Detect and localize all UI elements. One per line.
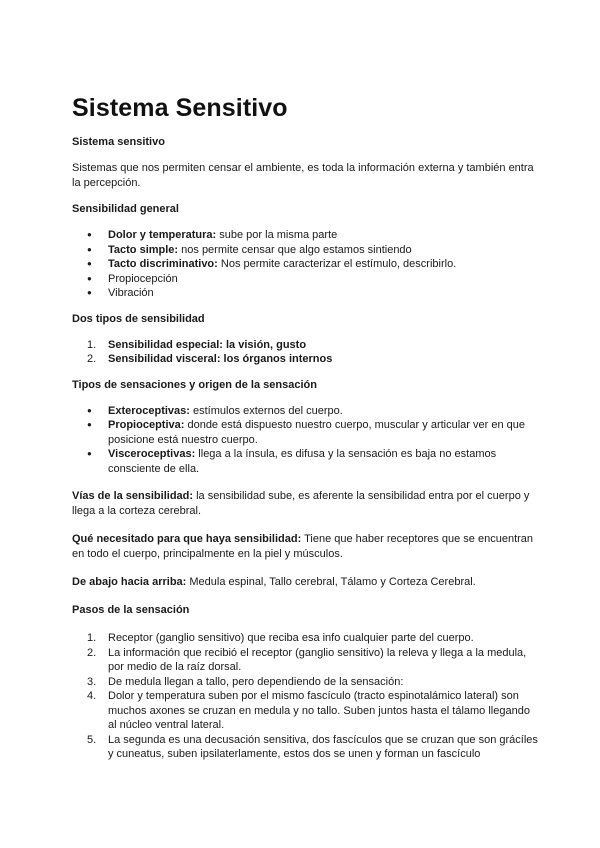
paragraph-vias-sensibilidad: Vías de la sensibilidad: la sensibilidad sube, es aferente la sensibilidad entra por el cuerpo y llega a la corteza cerebral. xyxy=(72,490,530,517)
list-item: 3. De medula llegan a tallo, pero dependiendo de la sensación: xyxy=(87,675,404,688)
section-heading-sensibilidad-general: Sensibilidad general xyxy=(72,203,179,215)
bullet-list-sensibilidad-general xyxy=(72,228,540,301)
paragraph-abajo-arriba: De abajo hacia arriba: Medula espinal, Tallo cerebral, Tálamo y Corteza Cerebral. xyxy=(72,576,476,588)
section-heading-dos-tipos: Dos tipos de sensibilidad xyxy=(72,312,205,325)
list-item: 4. Dolor y temperatura suben por el mismo fascículo (tracto espinotalámico lateral) son muchos axones se cruzan en medula y no tallo. Suben juntos hasta el tálamo llegando al núcleo ventral lateral. xyxy=(87,690,530,731)
list-item: 2. La información que recibió el receptor (ganglio sensitivo) la releva y llega a la medula, por medio de la raíz dorsal. xyxy=(87,646,527,673)
list-item: ● Tacto simple: nos permite censar que algo estamos sintiendo xyxy=(72,243,540,258)
list-item: 1. Receptor (ganglio sensitivo) que reciba esa info cualquier parte del cuerpo. xyxy=(87,632,474,644)
section-heading-sistema-sensitivo: Sistema sensitivo xyxy=(72,136,165,148)
list-item: ● Visceroceptivas: llega a la ínsula, es difusa y la sensación es baja no estamos consciente de ella. xyxy=(72,447,540,476)
list-item: ● Dolor y temperatura: sube por la misma parte xyxy=(72,228,540,243)
section-heading-tipos-sensaciones: Tipos de sensaciones y origen de la sensación xyxy=(72,378,317,391)
numbered-list-pasos xyxy=(72,631,540,762)
numbered-list-dos-tipos xyxy=(72,338,540,367)
list-item: ● Propiocepción xyxy=(72,272,540,287)
list-item: ● Vibración xyxy=(72,286,540,301)
list-item: ● Tacto discriminativo: Nos permite caracterizar el estímulo, describirlo. xyxy=(72,257,540,272)
list-item: 1. Sensibilidad especial: la visión, gusto xyxy=(87,338,307,351)
list-item: 5. La segunda es una decusación sensitiva, dos fascículos que se cruzan que son grácíles y cuneatus, suben ipsilaterlamente, estos dos se unen y forman un fascículo xyxy=(87,733,538,760)
list-item: ● Propioceptiva: donde está dispuesto nuestro cuerpo, muscular y articular ver en que posicione está nuestro cuerpo. xyxy=(72,418,540,447)
page-title: Sistema Sensitivo xyxy=(72,94,288,122)
paragraph-que-necesitado: Qué necesitado para que haya sensibilidad: Tiene que haber receptores que se encuentran en todo el cuerpo, principalmente en la piel y músculos. xyxy=(72,533,534,560)
section-heading-pasos: Pasos de la sensación xyxy=(72,604,190,616)
paragraph-sistema-sensitivo: Sistemas que nos permiten censar el ambiente, es toda la información externa y también entra la percepción. xyxy=(72,162,534,189)
list-item: 2. Sensibilidad visceral: los órganos internos xyxy=(87,353,333,365)
bullet-list-tipos-sensaciones xyxy=(72,404,540,477)
list-item: ● Exteroceptivas: estímulos externos del cuerpo. xyxy=(72,404,540,419)
